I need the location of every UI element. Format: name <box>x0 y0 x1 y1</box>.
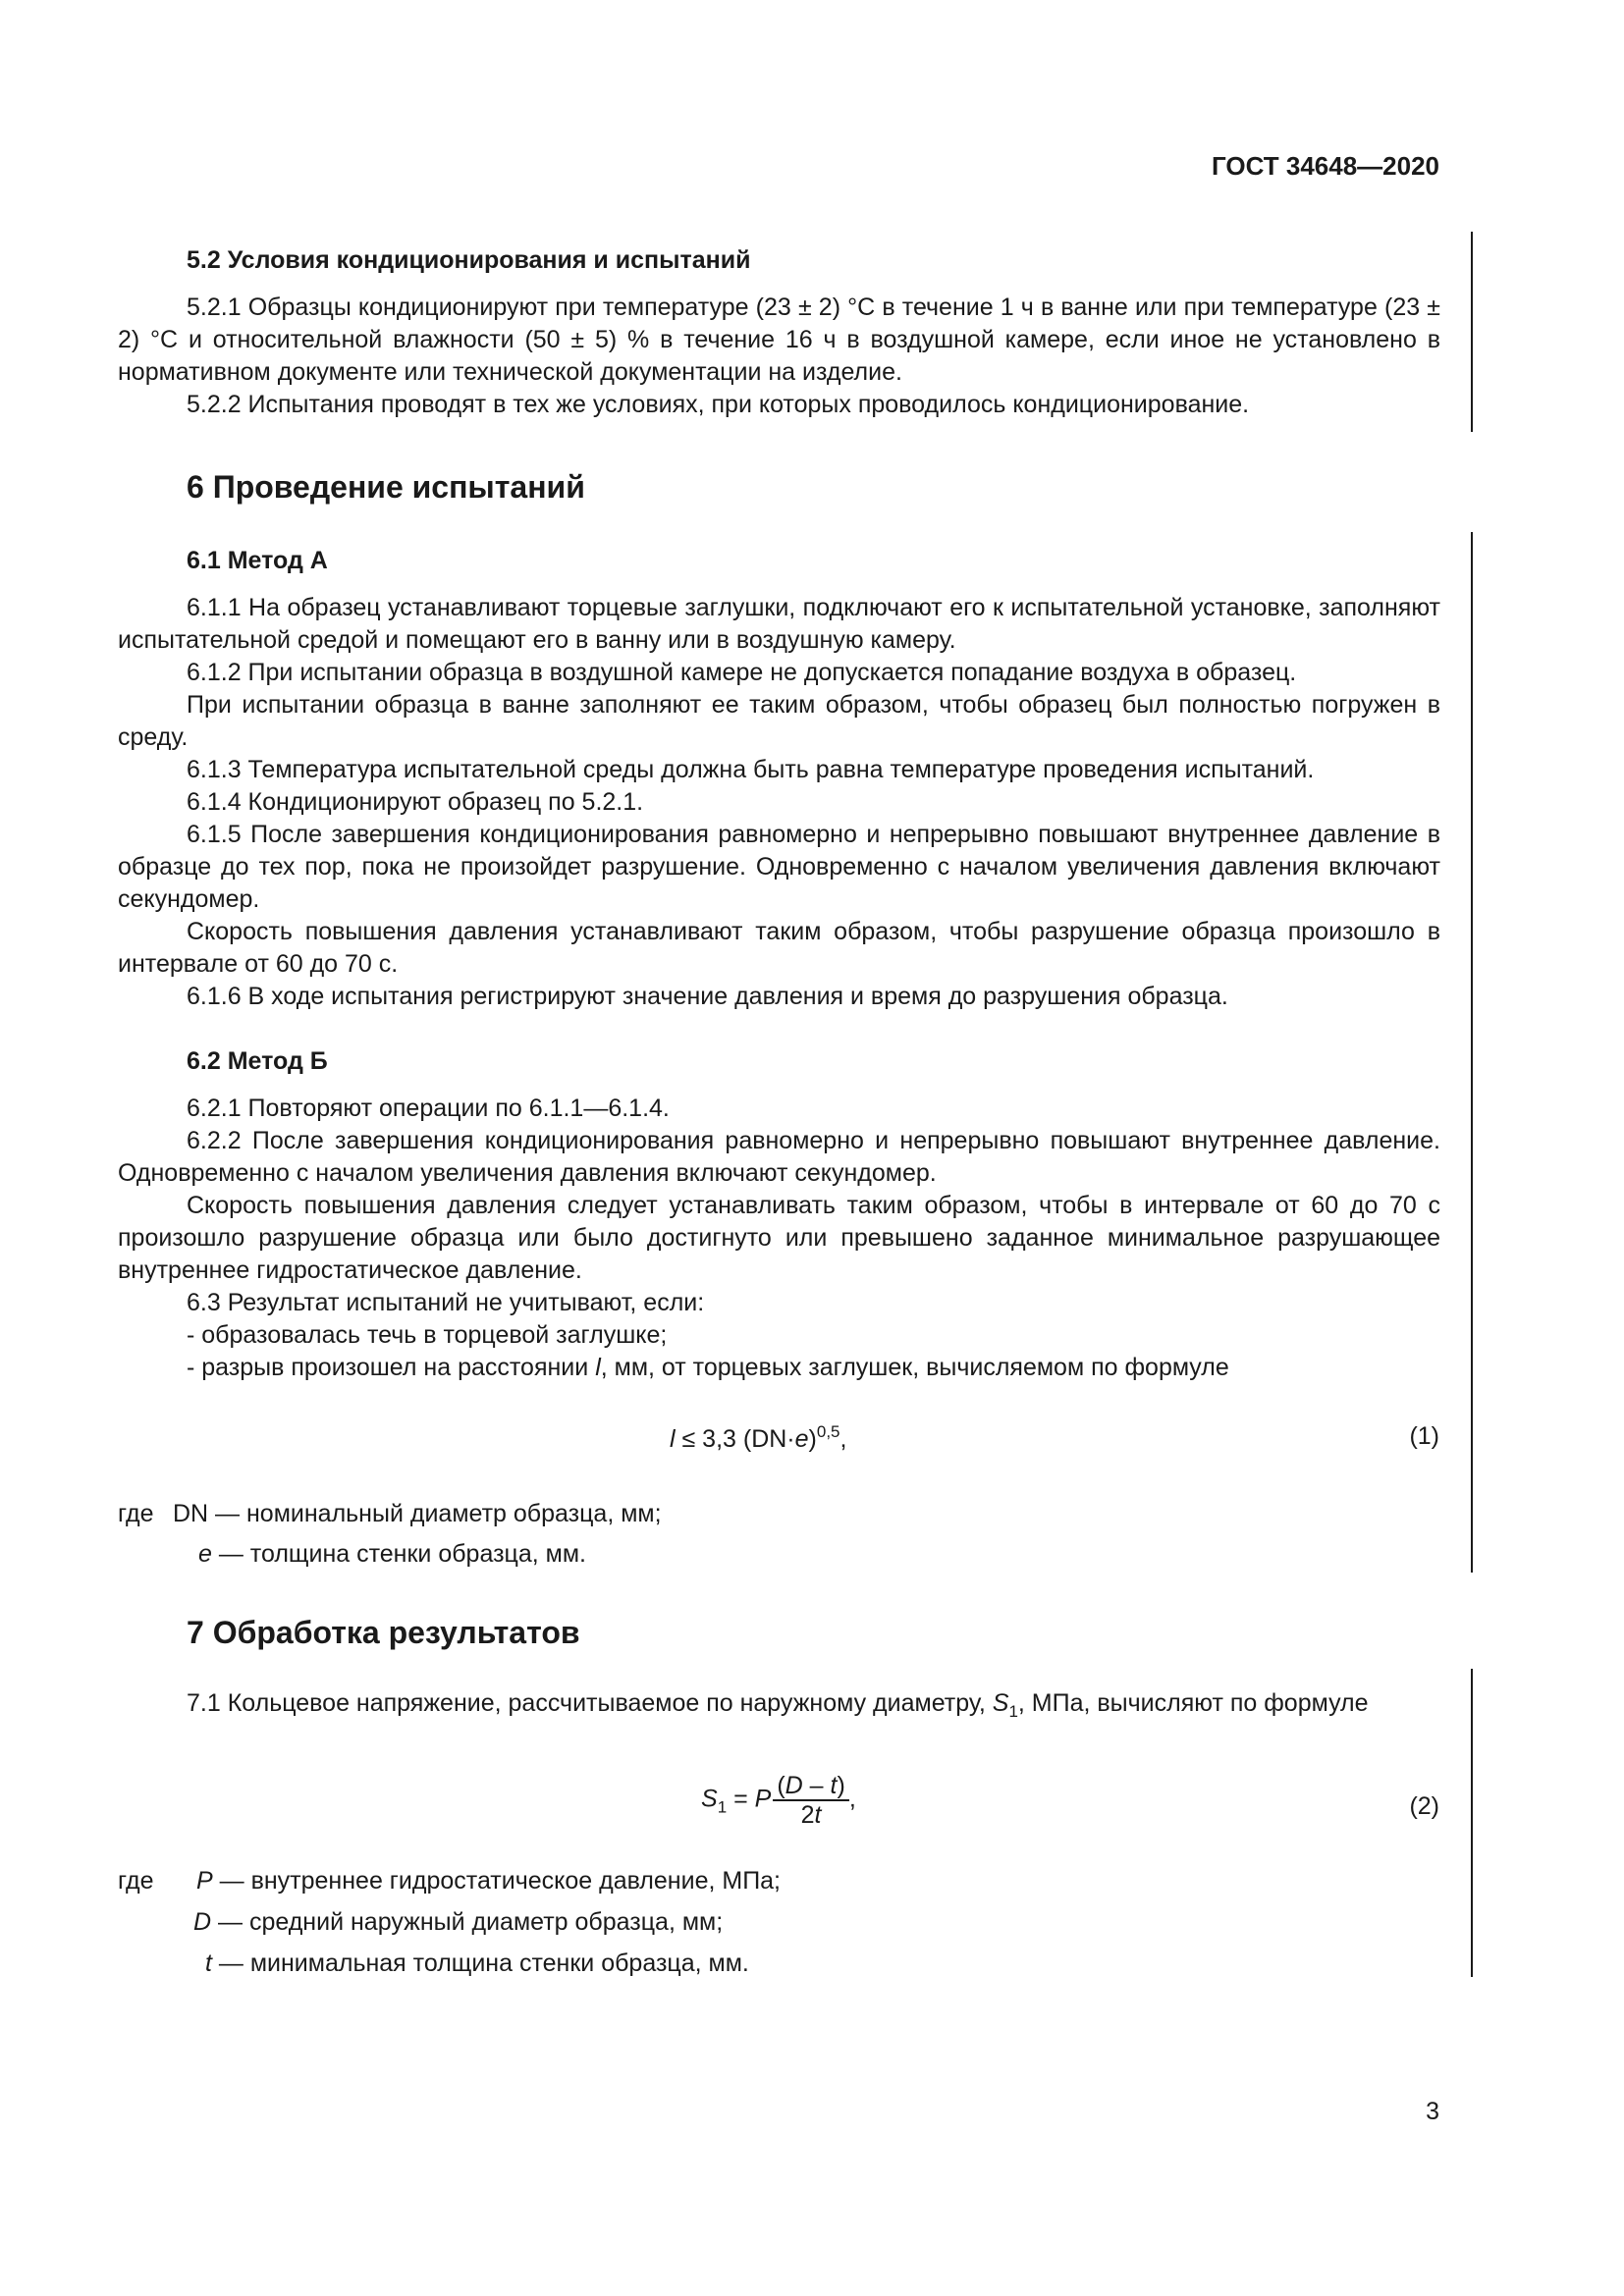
paragraph-6-2-2: 6.2.2 После завершения кондиционирования равномерно и непрерывно повышают внутреннее давление. Одновременно с началом увеличения давления включают секундомер. <box>118 1127 1440 1187</box>
where-label: где <box>118 1500 154 1527</box>
paragraph-6-1-5: 6.1.5 После завершения кондиционирования равномерно и непрерывно повышают внутреннее давление в образце до тех пор, пока не произойдет разрушение. Одновременно с началом увеличения давления включают секундомер. <box>118 821 1440 913</box>
paragraph-6-1-1: 6.1.1 На образец устанавливают торцевые заглушки, подключают его к испытательной установке, заполняют испытательной средой и помещают его в ванну или в воздушную камеру. <box>118 594 1440 654</box>
section-6-1-title: 6.1 Метод А <box>187 547 328 574</box>
page-number: 3 <box>1426 2098 1439 2125</box>
change-bar <box>1471 1669 1473 1977</box>
section-5-2-title: 5.2 Условия кондиционирования и испытаний <box>187 246 751 274</box>
change-bar <box>1471 232 1473 432</box>
change-bar <box>1471 532 1473 1573</box>
paragraph-6-1-4: 6.1.4 Кондиционируют образец по 5.2.1. <box>187 788 644 816</box>
paragraph-6-1-6: 6.1.6 В ходе испытания регистрируют значение давления и время до разрушения образца. <box>187 983 1228 1010</box>
legend-item: t — минимальная толщина стенки образца, мм. <box>205 1949 749 1977</box>
formula-1-number: (1) <box>1409 1422 1439 1450</box>
where-label: где <box>118 1867 154 1895</box>
fraction: $\frac{(D - t)}{2t}$ <box>773 1772 848 1829</box>
legend-item: e — толщина стенки образца, мм. <box>198 1540 586 1568</box>
paragraph-5-2-1: 5.2.1 Образцы кондиционируют при температуре (23 ± 2) °C в течение 1 ч в ванне или при температуре (23 ± 2) °C и относительной влажности (50 ± 5) % в течение 16 ч в воздушной камере, если иное не установлено в нормативном документе или технической документации на изделие. <box>118 294 1440 386</box>
paragraph-6-1-2: 6.1.2 При испытании образца в воздушной камере не допускается попадание воздуха в образец. <box>187 659 1297 686</box>
list-item: - образовалась течь в торцевой заглушке; <box>187 1321 668 1349</box>
formula-1: l ≤ 3,3 $(DN\cdot e)^{0,5}$, <box>670 1422 847 1453</box>
section-6-title: 6 Проведение испытаний <box>187 469 585 505</box>
paragraph-7-1: 7.1 Кольцевое напряжение, рассчитываемое по наружному диаметру, $S_1$, МПа, вычисляют по формуле <box>187 1689 1369 1721</box>
formula-2: $S_1 = P$ $\frac{(D - t)}{2t}$ , <box>701 1772 856 1829</box>
list-item: - разрыв произошел на расстоянии l, мм, от торцевых заглушек, вычисляемом по формуле <box>187 1354 1229 1381</box>
paragraph-6-3: 6.3 Результат испытаний не учитывают, если: <box>187 1289 705 1316</box>
legend-item: D — средний наружный диаметр образца, мм; <box>193 1908 724 1936</box>
paragraph-6-2-1: 6.2.1 Повторяют операции по 6.1.1—6.1.4. <box>187 1095 670 1122</box>
legend-item: P — внутреннее гидростатическое давление, МПа; <box>196 1867 782 1895</box>
document-id: ГОСТ 34648—2020 <box>1212 151 1439 181</box>
section-6-2-title: 6.2 Метод Б <box>187 1047 328 1075</box>
legend-item: DN — номинальный диаметр образца, мм; <box>173 1500 662 1527</box>
paragraph-6-2-2-b: Скорость повышения давления следует устанавливать таким образом, чтобы в интервале от 60 до 70 с произошло разрушение образца или было достигнуто или превышено заданное минимальное разрушающее внутреннее гидростатическое давление. <box>118 1192 1440 1284</box>
formula-2-number: (2) <box>1409 1792 1439 1820</box>
section-7-title: 7 Обработка результатов <box>187 1615 580 1650</box>
paragraph-5-2-2: 5.2.2 Испытания проводят в тех же условиях, при которых проводилось кондиционирование. <box>187 391 1250 418</box>
paragraph-6-1-5-b: Скорость повышения давления устанавливают таким образом, чтобы разрушение образца произошло в интервале от 60 до 70 с. <box>118 918 1440 978</box>
paragraph-6-1-2-b: При испытании образца в ванне заполняют ее таким образом, чтобы образец был полностью погружен в среду. <box>118 691 1440 751</box>
paragraph-6-1-3: 6.1.3 Температура испытательной среды должна быть равна температуре проведения испытаний. <box>187 756 1315 783</box>
